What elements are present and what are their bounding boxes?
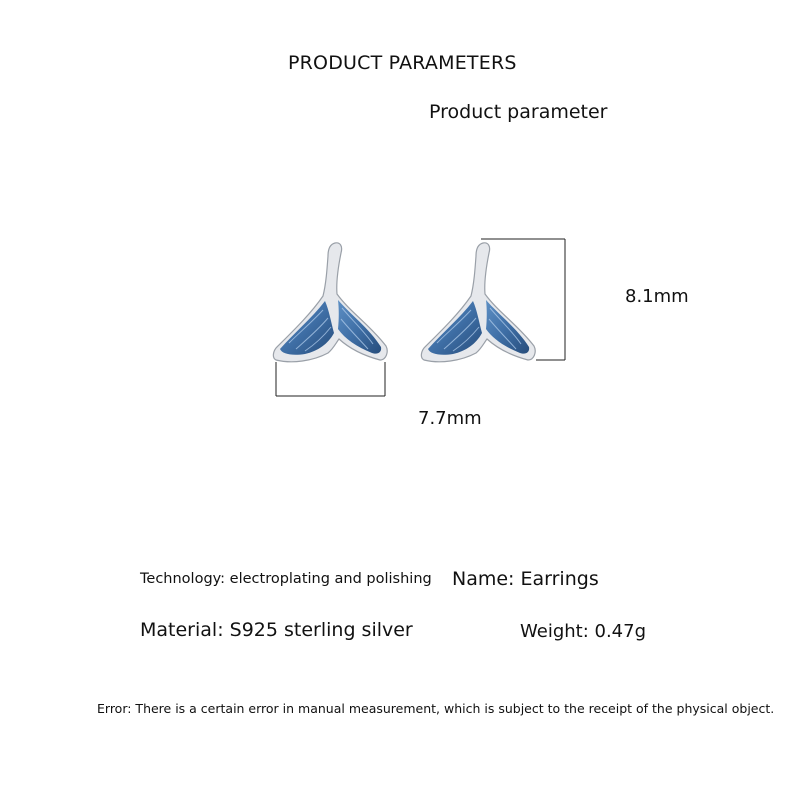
height-dimension-label: 8.1mm (625, 286, 689, 307)
earring-left (273, 243, 387, 362)
spec-technology: Technology: electroplating and polishing (140, 571, 432, 587)
measurement-error-note: Error: There is a certain error in manual measurement, which is subject to the receipt of the physical object. (97, 701, 775, 716)
earring-right (421, 243, 535, 362)
page-subtitle: Product parameter (429, 101, 608, 123)
spec-name: Name: Earrings (452, 568, 599, 590)
spec-material: Material: S925 sterling silver (140, 619, 413, 641)
width-dimension-bracket (276, 362, 385, 396)
spec-weight: Weight: 0.47g (520, 621, 646, 642)
page-title: PRODUCT PARAMETERS (288, 52, 517, 74)
width-dimension-label: 7.7mm (418, 408, 482, 429)
